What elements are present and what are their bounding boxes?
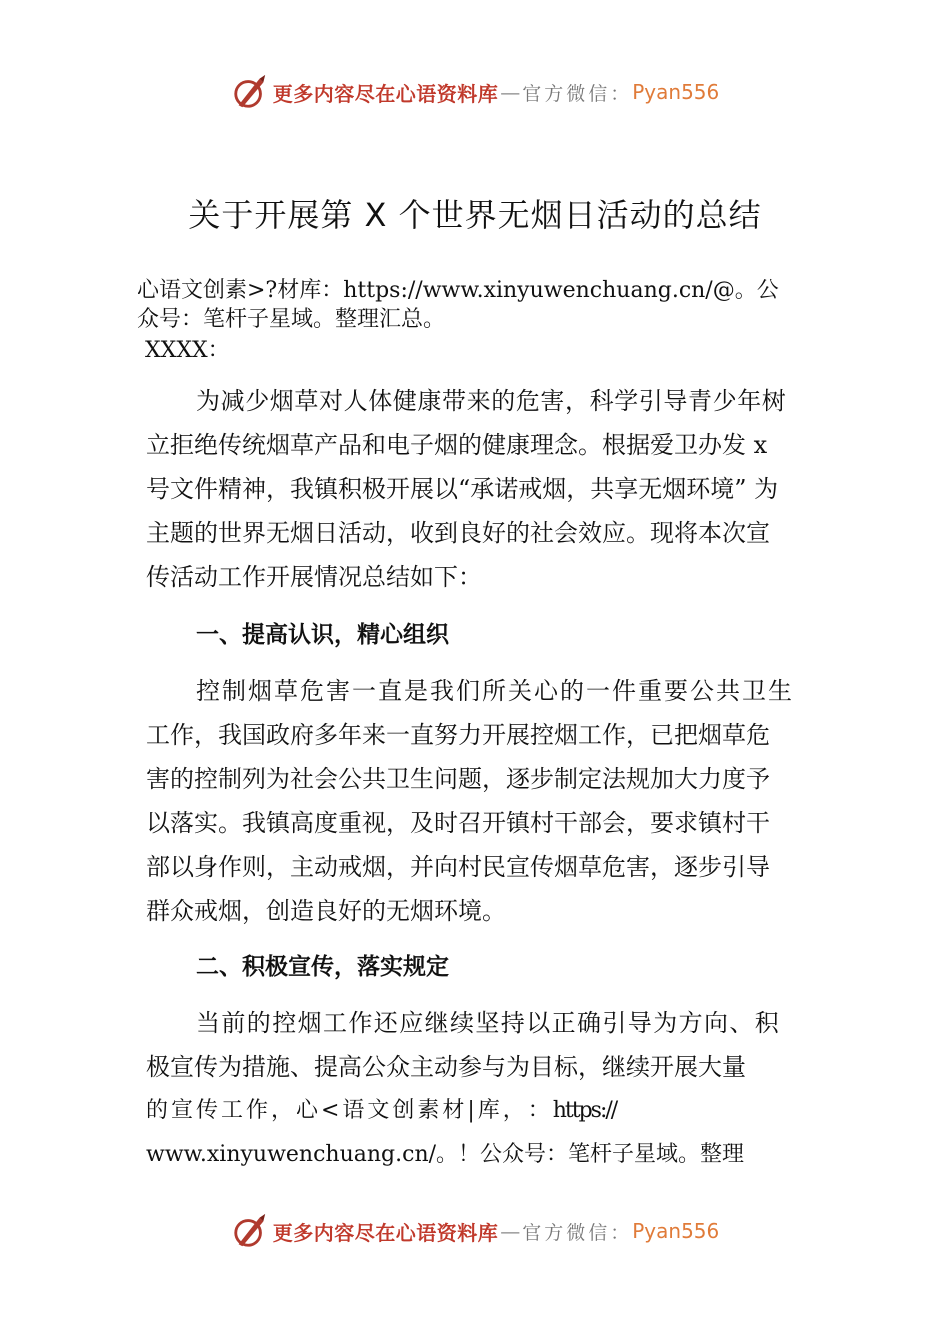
paragraph-1-line: 为减少烟草对人体健康带来的危害，科学引导青少年树: [196, 387, 787, 415]
banner-wechat-id: Pyan556: [632, 1219, 720, 1243]
paragraph-3-line: www.xinyuwenchuang.cn/。！公众号：笔杆子星域。整理: [146, 1142, 745, 1167]
banner-brand-text: 更多内容尽在心语资料库: [272, 81, 499, 106]
paragraph-2-line: 群众戒烟，创造良好的无烟环境。: [146, 897, 506, 925]
banner-dash: —: [500, 1219, 521, 1243]
paragraph-1-line: 主题的世界无烟日活动，收到良好的社会效应。现将本次宣: [146, 519, 770, 547]
banner-wechat-label: 官方微信：: [522, 82, 633, 105]
source-line-2: 众号：笔杆子星域。整理汇总。: [137, 307, 446, 332]
header-banner: [0, 70, 950, 114]
banner-wechat-label: 官方微信：: [522, 1221, 633, 1244]
banner-wechat-id: Pyan556: [632, 80, 720, 104]
paragraph-1-line: 立拒绝传统烟草产品和电子烟的健康理念。根据爱卫办发 x: [146, 431, 768, 459]
paragraph-2-line: 以落实。我镇高度重视，及时召开镇村干部会，要求镇村干: [146, 809, 770, 837]
paragraph-2-line: 部以身作则，主动戒烟，并向村民宣传烟草危害，逐步引导: [146, 853, 770, 881]
paragraph-2-line: 害的控制列为社会公共卫生问题，逐步制定法规加大力度予: [146, 765, 770, 793]
section-heading-1: 一、提高认识，精心组织: [196, 622, 449, 648]
quill-logo-icon: [231, 1212, 269, 1250]
document-title: 关于开展第 X 个世界无烟日活动的总结: [188, 196, 762, 234]
paragraph-3-line: 当前的控烟工作还应继续坚持以正确引导为方向、积: [196, 1009, 781, 1037]
banner-brand-text: 更多内容尽在心语资料库: [272, 1220, 499, 1245]
paragraph-2-line: 控制烟草危害一直是我们所关心的一件重要公共卫生: [196, 677, 794, 705]
section-heading-2: 二、积极宣传，落实规定: [196, 954, 449, 980]
recipient-line: XXXX：: [145, 338, 230, 363]
paragraph-1-line: 传活动工作开展情况总结如下：: [146, 563, 482, 591]
paragraph-3-line: 极宣传为措施、提高公众主动参与为目标，继续开展大量: [146, 1053, 746, 1081]
source-line-1: 心语文创素>?材库：https://www.xinyuwenchuang.cn/@。公: [137, 278, 779, 303]
paragraph-2-line: 工作，我国政府多年来一直努力开展控烟工作，已把烟草危: [146, 721, 770, 749]
quill-logo-icon: [231, 73, 269, 111]
paragraph-1-line: 号文件精神，我镇积极开展以“承诺戒烟，共享无烟环境” 为: [146, 475, 779, 503]
banner-dash: —: [500, 80, 521, 104]
footer-banner: [0, 1209, 950, 1253]
paragraph-3-line: 的 宣 传 工 作 ， 心 < 语 文 创 素 材 | 库 ， ： https://: [146, 1098, 617, 1123]
